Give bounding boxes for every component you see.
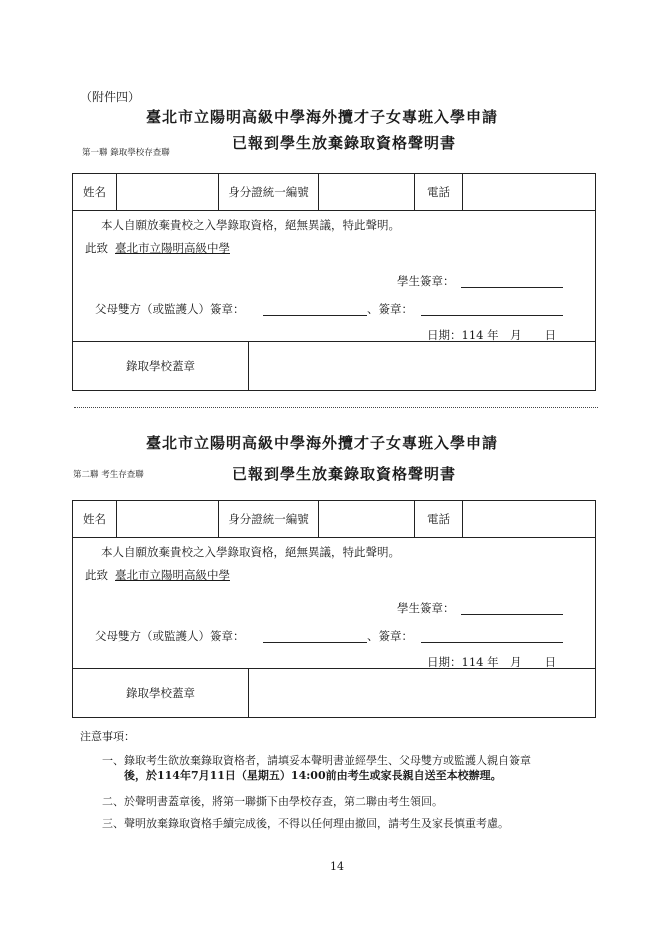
phone-field[interactable] xyxy=(463,174,595,210)
parent-signature-label: 父母雙方（或監護人）簽章： xyxy=(95,629,245,643)
addressee-school: 臺北市立陽明高級中學 xyxy=(115,241,230,255)
phone-label: 電話 xyxy=(415,501,463,537)
note-text-continued: 後，於114年7月11日（星期五）14:00前由考生或家長親自送至本校辦理。 xyxy=(124,769,502,782)
id-number-field[interactable] xyxy=(319,501,415,537)
parent-signature-field-1[interactable] xyxy=(263,303,367,316)
addressee-school: 臺北市立陽明高級中學 xyxy=(115,568,230,582)
parent-signature-label: 父母雙方（或監護人）簽章： xyxy=(95,302,245,316)
date-label: 日期：114 年 月 日 xyxy=(427,328,557,342)
declaration-statement: 本人自願放棄貴校之入學錄取資格，絕無異議，特此聲明。 xyxy=(101,218,400,232)
note-number: 一、 xyxy=(102,754,124,767)
page-number: 14 xyxy=(330,860,344,873)
school-seal-row xyxy=(73,669,595,717)
applicant-info-row xyxy=(73,501,595,538)
date-label: 日期：114 年 月 日 xyxy=(427,655,557,669)
school-seal-field[interactable] xyxy=(249,342,595,390)
phone-field[interactable] xyxy=(463,501,595,537)
name-field[interactable] xyxy=(117,501,219,537)
addressee-prefix: 此致 xyxy=(85,241,108,255)
student-signature-field[interactable] xyxy=(461,275,563,288)
declaration-statement: 本人自願放棄貴校之入學錄取資格，絕無異議，特此聲明。 xyxy=(101,545,400,559)
id-number-label: 身分證統一編號 xyxy=(219,174,319,210)
copy-label: 第二聯 考生存查聯 xyxy=(73,470,144,480)
declaration-form-copy1 xyxy=(72,173,596,391)
note-number: 二、 xyxy=(102,795,124,808)
id-number-field[interactable] xyxy=(319,174,415,210)
copy-label: 第一聯 錄取學校存查聯 xyxy=(82,148,170,158)
parent-signature-field-2[interactable] xyxy=(421,630,563,643)
declaration-body xyxy=(73,211,595,342)
school-seal-row xyxy=(73,342,595,390)
name-label: 姓名 xyxy=(73,174,117,210)
id-number-label: 身分證統一編號 xyxy=(219,501,319,537)
form-title-line2: 已報到學生放棄錄取資格聲明書 xyxy=(232,134,457,152)
parent-signature-field-1[interactable] xyxy=(263,630,367,643)
school-seal-label: 錄取學校蓋章 xyxy=(73,342,249,390)
applicant-info-row xyxy=(73,174,595,211)
declaration-body xyxy=(73,538,595,669)
student-signature-label: 學生簽章： xyxy=(397,274,455,288)
form-title-line2: 已報到學生放棄錄取資格聲明書 xyxy=(232,465,457,483)
name-label: 姓名 xyxy=(73,501,117,537)
parent-signature-field-2[interactable] xyxy=(421,303,563,316)
school-seal-label: 錄取學校蓋章 xyxy=(73,669,249,717)
attachment-label: （附件四） xyxy=(80,90,141,104)
note-number: 三、 xyxy=(102,817,124,830)
declaration-form-copy2 xyxy=(72,500,596,718)
form-title-line1: 臺北市立陽明高級中學海外攬才子女專班入學申請 xyxy=(146,434,499,452)
note-text: 錄取考生欲放棄錄取資格者，請填妥本聲明書並經學生、父母雙方或監護人親自簽章 xyxy=(124,754,531,767)
note-text: 於聲明書蓋章後，將第一聯撕下由學校存查，第二聯由考生領回。 xyxy=(124,795,443,808)
parent-signature-separator: 、簽章： xyxy=(367,302,413,316)
phone-label: 電話 xyxy=(415,174,463,210)
parent-signature-separator: 、簽章： xyxy=(367,629,413,643)
form-title-line1: 臺北市立陽明高級中學海外攬才子女專班入學申請 xyxy=(146,108,499,126)
student-signature-field[interactable] xyxy=(461,602,563,615)
note-text: 聲明放棄錄取資格手續完成後，不得以任何理由撤回，請考生及家長慎重考慮。 xyxy=(124,817,509,830)
name-field[interactable] xyxy=(117,174,219,210)
student-signature-label: 學生簽章： xyxy=(397,601,455,615)
addressee-prefix: 此致 xyxy=(85,568,108,582)
tear-line xyxy=(74,407,598,408)
notes-heading: 注意事項： xyxy=(80,730,135,743)
school-seal-field[interactable] xyxy=(249,669,595,717)
